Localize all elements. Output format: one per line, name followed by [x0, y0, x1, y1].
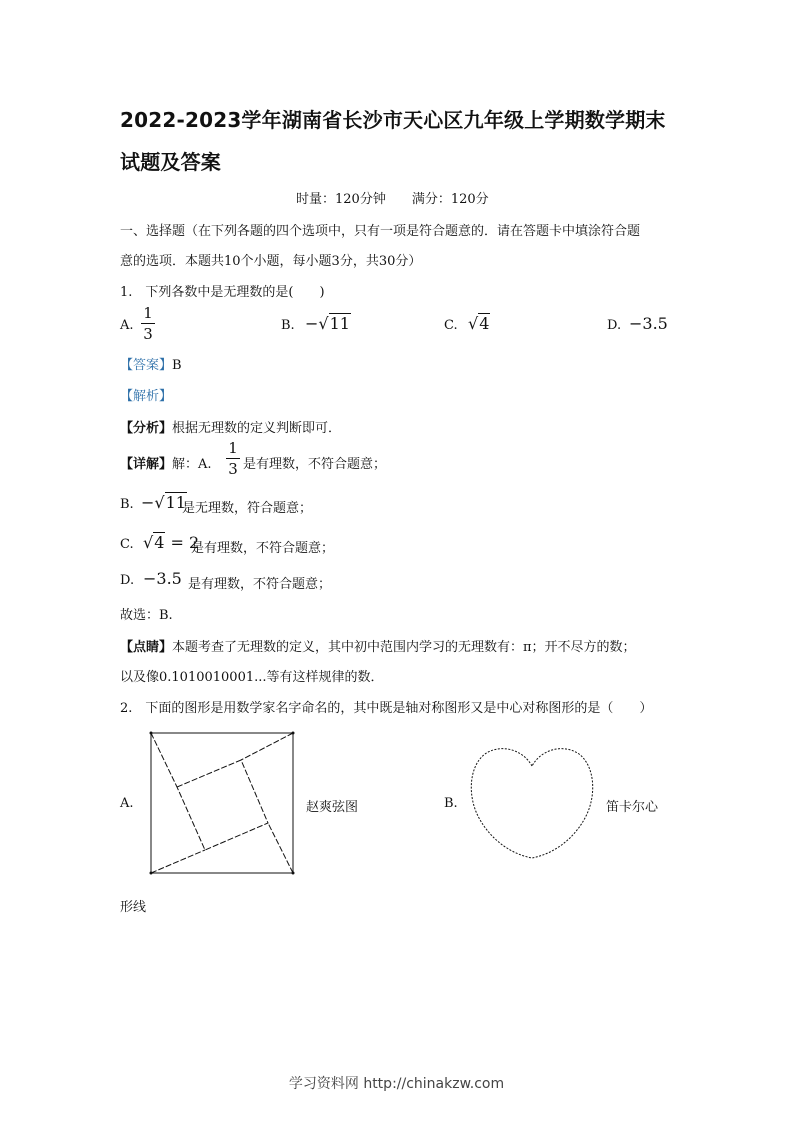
- page-title-line1: 2022-2023学年湖南省长沙市天心区九年级上学期数学期末: [120, 108, 666, 132]
- detail-prefix: 解：A.: [172, 457, 212, 472]
- fraction-bar: [226, 458, 240, 459]
- page-title-line2: 试题及答案: [120, 150, 221, 174]
- radicand: 11: [329, 314, 350, 333]
- q1-option-c-label: C.: [444, 318, 458, 333]
- sqrt-symbol: √11: [318, 314, 350, 333]
- q1-detail-a-fraction: [226, 440, 240, 477]
- q1-detail-d-value: −3.5: [143, 569, 182, 588]
- q1-option-c-value: [468, 314, 490, 333]
- q2-option-a-label: A.: [120, 796, 134, 811]
- q1-option-d-value: −3.5: [629, 314, 668, 333]
- sqrt-symbol: √11: [154, 493, 186, 512]
- q1-detail-c-text: 是有理数，不符合题意；: [191, 541, 335, 556]
- sqrt-symbol: √4: [143, 533, 165, 552]
- minus-sign: −: [141, 493, 155, 512]
- comment-tag: 【点睛】: [120, 640, 173, 655]
- radicand: 4: [479, 314, 490, 333]
- q1-option-a-fraction: [141, 305, 155, 342]
- answer-value: B: [172, 358, 182, 373]
- q1-option-b-label: B.: [281, 318, 295, 333]
- q1-choice: 故选：B.: [120, 608, 173, 623]
- detail-tag: 【详解】: [120, 457, 173, 472]
- q1-option-a-label: A.: [120, 318, 134, 333]
- fenxi-tag: 【分析】: [120, 421, 173, 436]
- answer-tag: 【答案】: [120, 358, 173, 373]
- minus-sign: −: [305, 314, 319, 333]
- q1-option-b-value: [305, 314, 351, 333]
- fraction-denominator: 3: [228, 460, 238, 478]
- cardioid-figure: [465, 744, 600, 862]
- comment-text-1: 本题考查了无理数的定义，其中初中范围内学习的无理数有：π；开不尽方的数；: [172, 640, 636, 655]
- fenxi-text: 根据无理数的定义判断即可．: [172, 421, 342, 436]
- exam-info: 时量：120分钟 满分：120分: [296, 192, 489, 207]
- q2-stem: 2. 下面的图形是用数学家名字命名的，其中既是轴对称图形又是中心对称图形的是（ ）: [120, 701, 653, 716]
- q2-option-b-label: B.: [444, 796, 458, 811]
- q1-detail-b-label: B.: [120, 497, 134, 512]
- q1-detail-c-label: C.: [120, 537, 134, 552]
- q1-stem: 1. 下列各数中是无理数的是( ): [120, 285, 325, 300]
- section1-instructions-line1: 一、选择题（在下列各题的四个选项中，只有一项是符合题意的．请在答题卡中填涂符合题: [120, 224, 641, 239]
- q1-comment-line1: [120, 636, 636, 655]
- q2-option-b-name: 笛卡尔心: [606, 800, 659, 815]
- q1-analysis-tag: 【解析】: [120, 389, 173, 404]
- fraction-numerator: 1: [143, 304, 153, 322]
- fraction-bar: [141, 323, 155, 324]
- equals-two: = 2: [170, 533, 200, 552]
- sqrt-symbol: √4: [468, 314, 490, 333]
- page-footer: 学习资料网 http://chinakzw.com: [288, 1076, 505, 1092]
- q1-fenxi: [120, 417, 341, 436]
- q2-option-b-name-cont: 形线: [120, 900, 147, 915]
- radicand: 4: [154, 533, 165, 552]
- q1-detail-b-value: [141, 493, 187, 512]
- section1-instructions-line2: 意的选项．本题共10个小题，每小题3分，共30分）: [120, 254, 422, 269]
- q1-option-d-label: D.: [607, 318, 622, 333]
- q1-detail-b-text: 是无理数，符合题意；: [182, 501, 313, 516]
- q2-option-a-name: 赵爽弦图: [306, 800, 359, 815]
- zhao-shuang-figure: [145, 727, 300, 879]
- fraction-denominator: 3: [143, 325, 153, 343]
- q1-detail-a-text: 是有理数，不符合题意；: [243, 457, 387, 472]
- q1-detail-a: [120, 453, 212, 472]
- q1-comment-line2: 以及像0.1010010001...等有这样规律的数．: [120, 670, 384, 685]
- q1-answer: [120, 354, 182, 373]
- fraction-numerator: 1: [228, 439, 238, 457]
- q1-detail-d-label: D.: [120, 573, 135, 588]
- radicand: 11: [165, 493, 186, 512]
- q1-detail-d-text: 是有理数，不符合题意；: [188, 577, 332, 592]
